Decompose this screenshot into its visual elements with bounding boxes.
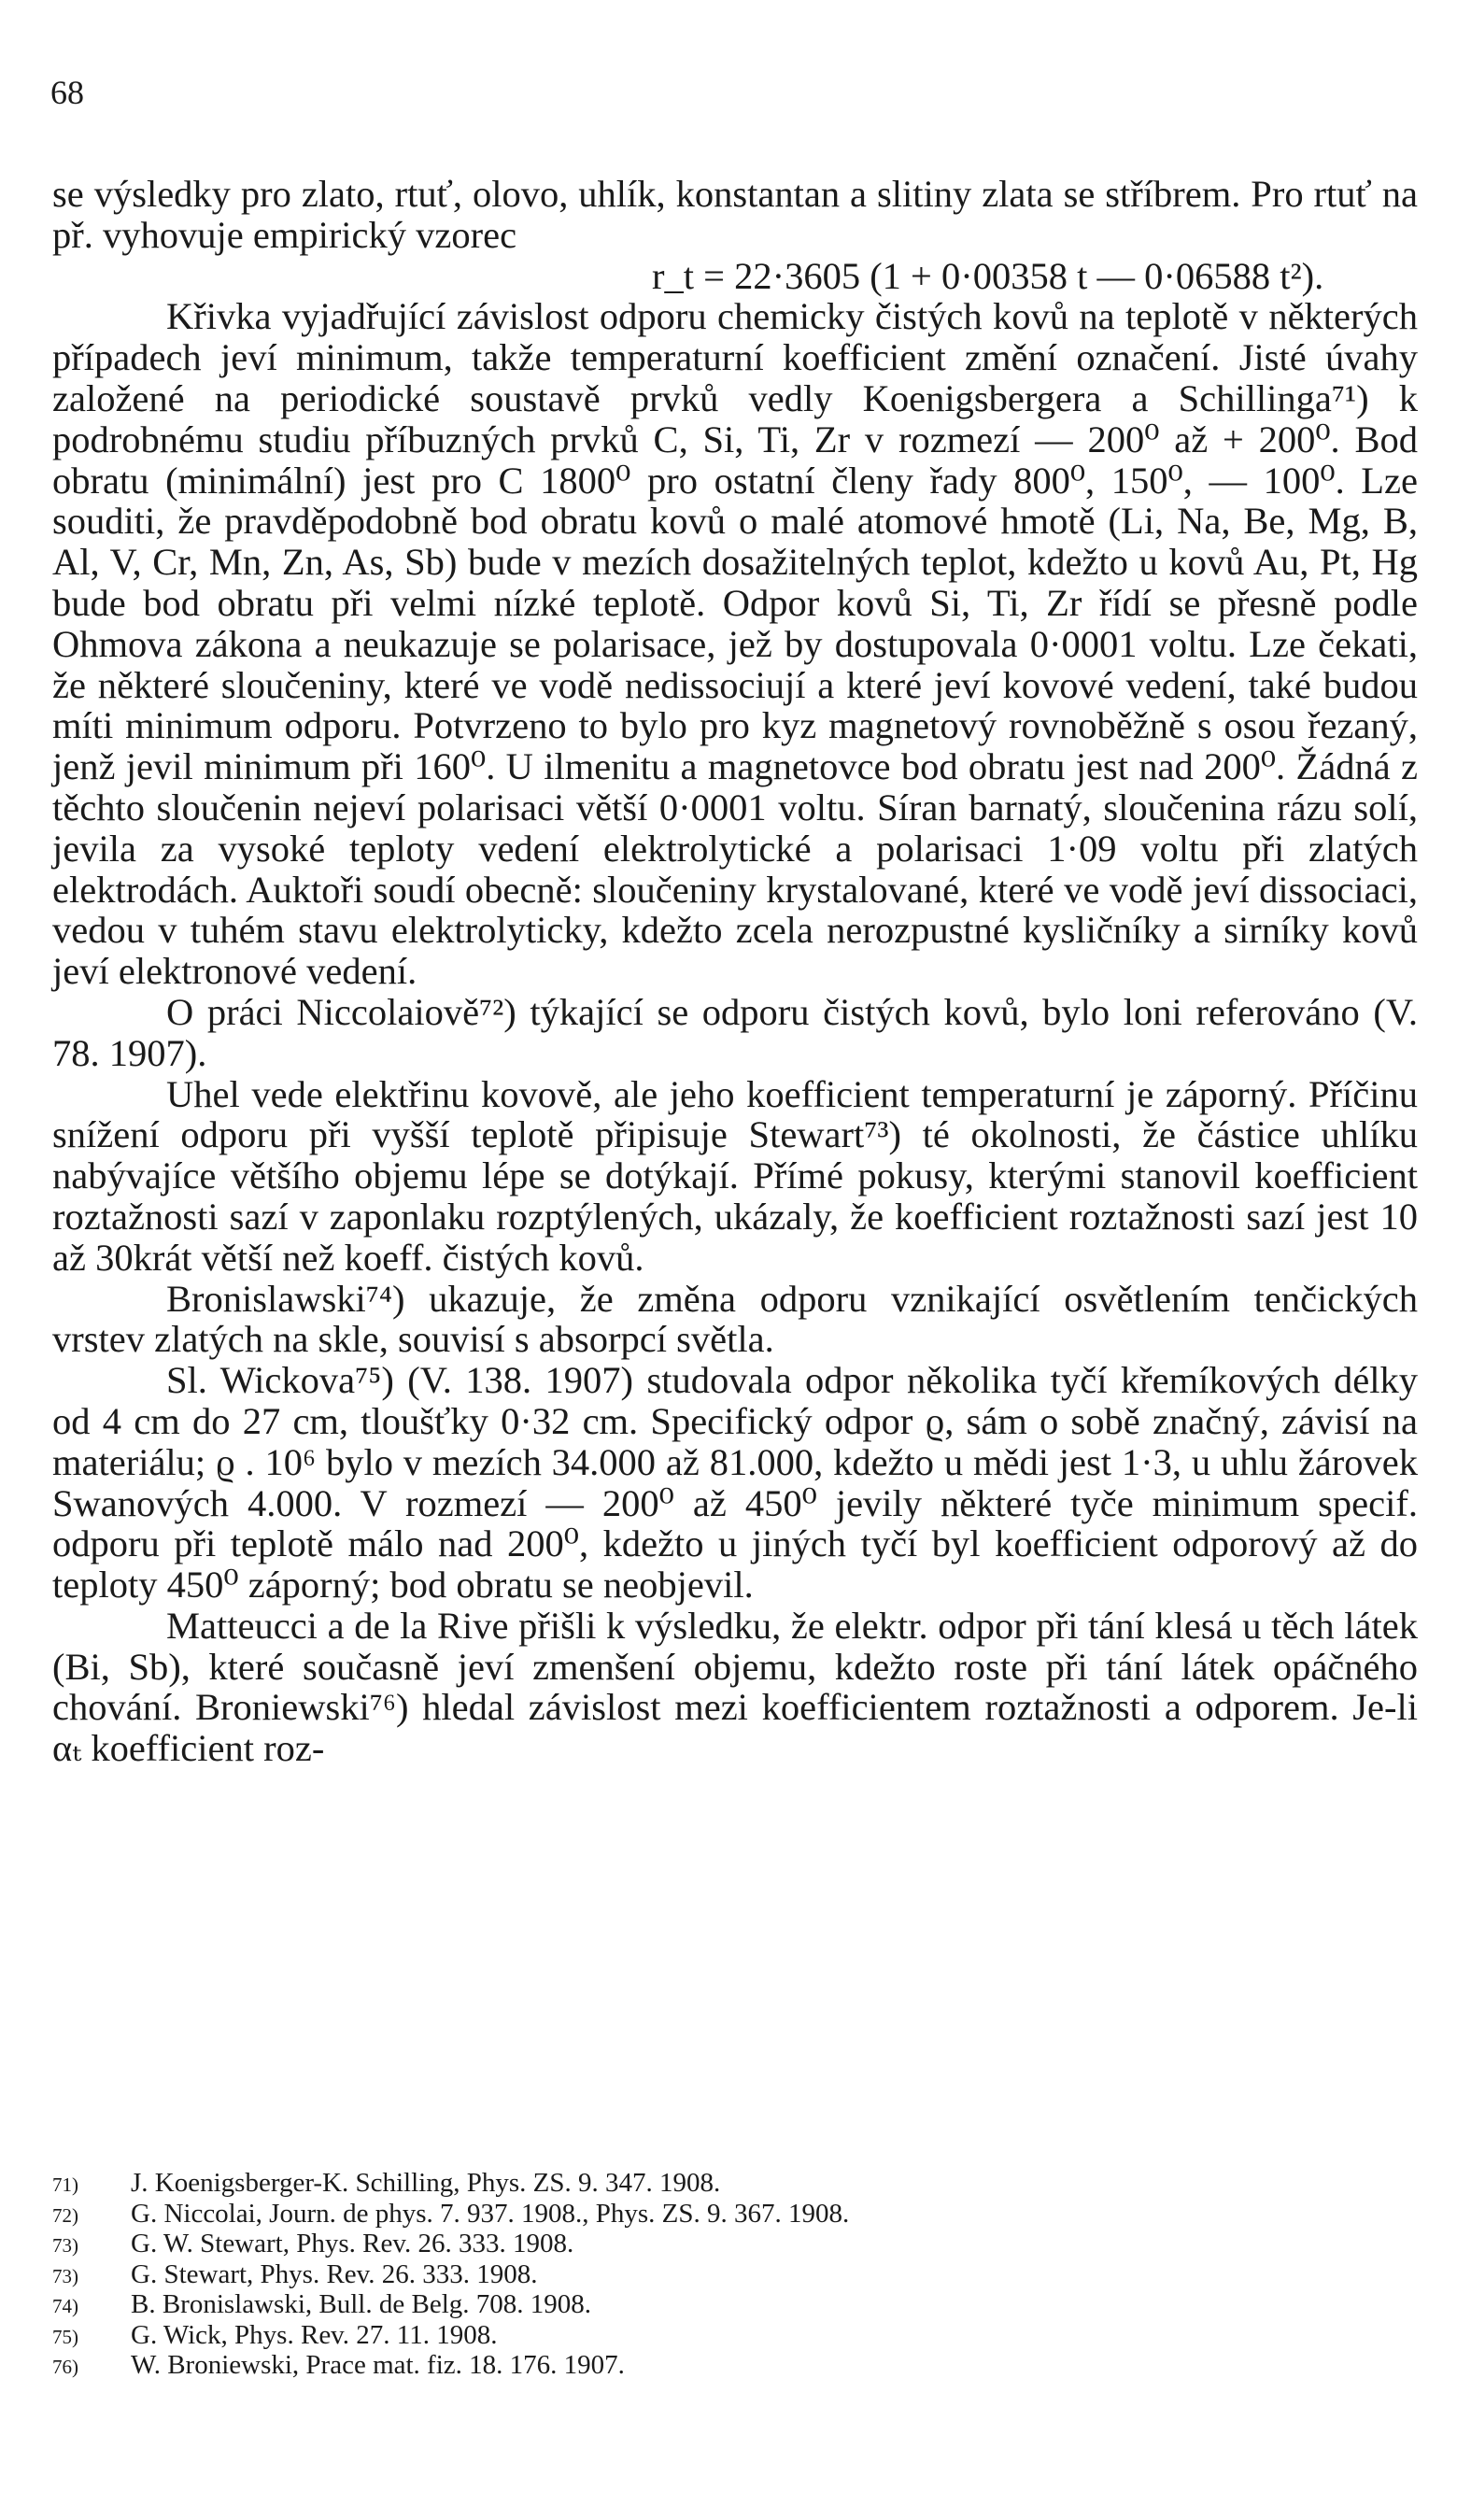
footnote-text: G. Niccolai, Journ. de phys. 7. 937. 1908., Phys. ZS. 9. 367. 1908. xyxy=(131,2198,850,2229)
paragraph-7: Matteucci a de la Rive přišli k výsledku, že elektr. odpor při tání klesá u těch látek (Bi, Sb), které současně jeví zmenšení objemu, kdežto roste při tání látek opáčného chování. Broniewski⁷⁶) hledal závislost mezi koefficientem roztažnosti a odporem. Je-li αₜ koefficient roz- xyxy=(52,1604,1418,1770)
footnote-text: G. Stewart, Phys. Rev. 26. 333. 1908. xyxy=(131,2258,538,2289)
footnote-text: B. Bronislawski, Bull. de Belg. 708. 1908. xyxy=(131,2289,591,2319)
footnote-74 xyxy=(52,2290,1418,2321)
footnote-73 xyxy=(52,2230,1418,2260)
footnote-text: G. Wick, Phys. Rev. 27. 11. 1908. xyxy=(131,2319,498,2350)
footnote-mark: 71) xyxy=(52,2173,78,2196)
paragraph-2: Křivka vyjadřující závislost odporu chemicky čistých kovů na teplotě v některých případech jeví minimum, takže temperaturní koefficient změní označení. Jisté úvahy založené na periodické soustavě prvků vedly Koenigsbergera a Schillinga⁷¹) k podrobnému studiu příbuzných prvků C, Si, Ti, Zr v rozmezí — 200⁰ až + 200⁰. Bod obratu (minimální) jest pro C 1800⁰ pro ostatní členy řady 800⁰, 150⁰, — 100⁰. Lze souditi, že pravděpodobně bod obratu kovů o malé atomové hmotě (Li, Na, Be, Mg, B, Al, V, Cr, Mn, Zn, As, Sb) bude v mezích dosažitelných teplot, kdežto u kovů Au, Pt, Hg bude bod obratu při velmi nízké teplotě. Odpor kovů Si, Ti, Zr řídí se přesně podle Ohmova zákona a neukazuje se polarisace, jež by dostupovala 0·0001 voltu. Lze čekati, že některé sloučeniny, které ve vodě nedissociují a které jeví kovové vedení, také budou míti minimum odporu. Potvrzeno to bylo pro kyz magnetový rovnoběžně s osou řezaný, jenž jevil minimum při 160⁰. U ilmenitu a magnetovce bod obratu jest nad 200⁰. Žádná z těchto sloučenin nejeví polarisaci větší 0·0001 voltu. Síran barnatý, sloučenina rázu solí, jevila za vysoké teploty vedení elektrolytické a polarisaci 1·09 voltu při zlatých elektrodách. Auktoři soudí obecně: sloučeniny krystalované, které ve vodě jeví dissociaci, vedou v tuhém stavu elektrolyticky, kdežto zcela nerozpustné kysličníky a sirníky kovů jeví elektronové vedení. xyxy=(52,295,1418,993)
footnote-mark: 73) xyxy=(52,2234,78,2257)
paragraph-6: Sl. Wickova⁷⁵) (V. 138. 1907) studovala odpor několika tyčí křemíkových délky od 4 cm do 27 cm, tloušťky 0·32 cm. Specifický odpor ϱ, sám o sobě značný, závisí na materiálu; ϱ . 10⁶ bylo v mezích 34.000 až 81.000, kdežto u mědi jest 1·3, u uhlu žárovek Swanových 4.000. V rozmezí — 200⁰ až 450⁰ jevily některé tyče minimum specif. odporu při teplotě málo nad 200⁰, kdežto u jiných tyčí byl koefficient odporový až do teploty 450⁰ záporný; bod obratu se neobjevil. xyxy=(52,1359,1418,1607)
footnote-mark: 72) xyxy=(52,2203,78,2227)
footnote-mark: 75) xyxy=(52,2325,78,2348)
mercury-resistance-formula: r_t = 22·3605 (1 + 0·00358 t — 0·06588 t²). xyxy=(652,254,1324,297)
paragraph-1: se výsledky pro zlato, rtuť, olovo, uhlík, konstantan a slitiny zlata se stříbrem. Pro rtuť na př. vyhovuje empirický vzorec xyxy=(52,173,1418,256)
footnote-text: G. W. Stewart, Phys. Rev. 26. 333. 1908. xyxy=(131,2229,574,2258)
footnote-mark: 76) xyxy=(52,2356,78,2378)
footnote-73b xyxy=(52,2260,1418,2291)
footnote-71 xyxy=(52,2169,1418,2200)
paragraph-5: Bronislawski⁷⁴) ukazuje, že změna odporu vznikající osvětlením tenčických vrstev zlatých na skle, souvisí s absorpcí světla. xyxy=(52,1277,1418,1361)
footnote-mark: 74) xyxy=(52,2295,78,2317)
footnote-76 xyxy=(52,2351,1418,2382)
paragraph-4: Uhel vede elektřinu kovově, ale jeho koefficient temperaturní je záporný. Příčinu snížení odporu při vyšší teplotě připisuje Stewart⁷³) té okolnosti, že částice uhlíku nabývajíce většího objemu lépe se dotýkají. Přímé pokusy, kterými stanovil koefficient roztažnosti sazí v zaponlaku rozptýlených, ukázaly, že koefficient roztažnosti sazí jest 10 až 30krát větší než koeff. čistých kovů. xyxy=(52,1072,1418,1279)
footnote-text: J. Koenigsberger-K. Schilling, Phys. ZS. 9. 347. 1908. xyxy=(131,2168,721,2198)
footnote-75 xyxy=(52,2321,1418,2352)
page-number: 68 xyxy=(50,74,84,111)
footnote-text: W. Broniewski, Prace mat. fiz. 18. 176. 1907. xyxy=(131,2350,625,2380)
footnote-72 xyxy=(52,2200,1418,2230)
footnote-mark: 73) xyxy=(52,2264,78,2287)
footnotes xyxy=(52,2169,1418,2382)
body-text xyxy=(52,174,1418,1769)
paragraph-3: O práci Niccolaiově⁷²) týkající se odporu čistých kovů, bylo loni referováno (V. 78. 1907). xyxy=(52,990,1418,1074)
